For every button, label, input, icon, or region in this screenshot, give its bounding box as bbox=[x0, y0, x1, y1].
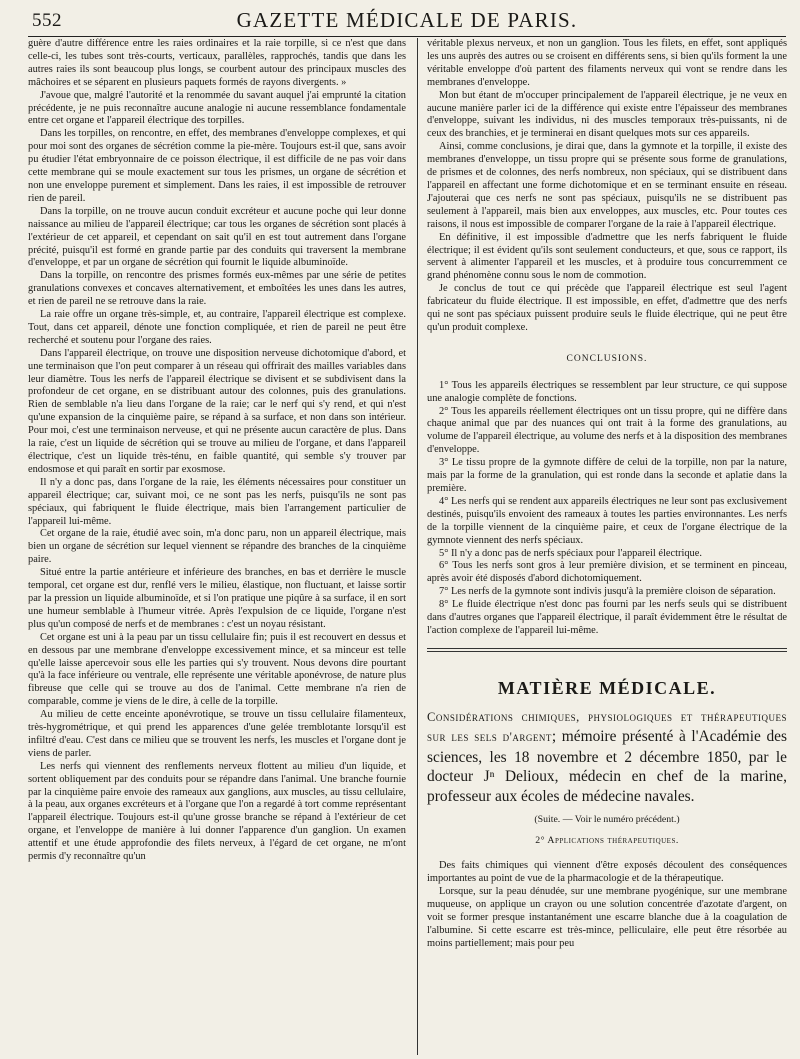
conclusion-item: 7° Les nerfs de la gymnote sont indivis jusqu'à la première cloison de séparation. bbox=[439, 586, 776, 598]
paragraph: J'avoue que, malgré l'autorité et la renommée du savant auquel j'ai emprunté la citation précédente, je ne puis reconnaître aucune analogie ni aucune ressemblance fondamentale entre cet organe et l'appareil électrique des torpilles. bbox=[28, 89, 406, 127]
paragraph: Dans l'appareil électrique, on trouve une disposition nerveuse dichotomique d'abord, et une terminaison que l'on peut comparer à un réseau qui offrirait des mailles variables dans leur diamètre. Tous les nerfs de l'appareil électrique se divisent et se subdivisent dans la profondeur de cet organe, en se distribuant autour des colonnes, puis des granulations. Rien de semblable n'a lieu dans l'organe de la raie; car le nerf qui s'y rend, et qui n'est qu'une expansion de la cinquième paire, se répand à sa surface, et non dans son intérieur. Pour moi, c'est une terminaison nerveuse, et qui ne présente aucun caractère de plus. Dans la raie, c'est un liquide de sécrétion qui se trouve au milieu de l'organe, et dans l'appareil électrique, c'est un liquide très-ténu, en faible quantité, qui semble s'y trouver par endosmose et qui paraît en sortir par exosmose. bbox=[28, 347, 406, 475]
article-title-rest: ; mémoire présenté à l'Académie des sciences, les 18 novembre et 2 décembre 1850, par le docteur Jⁿ Delioux, médecin en chef de la marine, professeur aux écoles de médecine navales. bbox=[427, 728, 787, 805]
paragraph: Lorsque, sur la peau dénudée, sur une membrane pyogénique, sur une membrane muqueuse, on applique un crayon ou une solution concentrée d'azotate d'argent, on voit se former presque instantanément une escarre blanche due à la coagulation de l'albumine. Si cette escarre est très-mince, pelliculaire, elle peut être résorbée au moins partiellement; mais pour peu bbox=[427, 885, 787, 949]
page-header bbox=[28, 6, 786, 37]
paragraph: Au milieu de cette enceinte aponévrotique, se trouve un tissu cellulaire filamenteux, très-hygrométrique, et qui prend les apparences d'une gelée tremblotante lorsqu'il est infiltré d'eau. C'est dans ce milieu que se trouvent les nerfs, les muscles et l'organe dont je viens de parler. bbox=[28, 709, 406, 759]
paragraph: Dans la torpille, on rencontre des prismes formés eux-mêmes par une série de petites granulations convexes et concaves alternativement, et emboîtées les unes dans les autres, et rien de pareil ne se retrouve dans la raie. bbox=[28, 270, 406, 308]
article-title-smallcaps: Considérations chimiques, physiologiques et thérapeutiques sur les sels d'argent bbox=[427, 709, 787, 745]
column-divider bbox=[417, 38, 418, 1055]
paragraph: Des faits chimiques qui viennent d'être exposés découlent des conséquences importantes au point de vue de la pharmacologie et de la thérapeutique. bbox=[427, 860, 787, 884]
conclusion-item: 6° Tous les nerfs sont gros à leur première division, et se terminent en pinceau, après avoir été disposés d'abord dichotomiquement. bbox=[427, 560, 787, 585]
paragraph: Situé entre la partie antérieure et inférieure des branches, en bas et derrière le muscle temporal, cet organe est dur, renflé vers le milieu, élastique, non fluctuant, et laisse sortir par la pression un liquide albuminoïde, et si l'on pratique une piqûre à sa surface, il en sort une humeur semblable à l'humeur vitrée. Après l'expulsion de ce liquide, l'organe n'est plus qu'un composé de nerfs et de membranes : c'est un noyau résistant. bbox=[28, 567, 406, 630]
paragraph: Dans les torpilles, on rencontre, en effet, des membranes d'enveloppe complexes, et qui pour moi sont des organes de sécrétion comme la pie-mère. Toujours est-il que, sans avoir pu étudier l'état embryonnaire de ce poisson électrique, il est difficile de ne pas voir dans cette membrane qui se moule exactement sur tous les prismes, un organe de sécrétion et non une enveloppe purement et simplement. Dans les raies, il est impossible de retrouver rien de pareil. bbox=[28, 128, 406, 204]
journal-title: GAZETTE MÉDICALE DE PARIS. bbox=[236, 8, 578, 32]
conclusion-item: 2° Tous les appareils réellement électriques ont un tissu propre, qui ne diffère dans chaque animal que par des nuances qui ont trait à la forme des granulations, au volume de l'appareil électrique, au volume des nerfs et à la disposition des membranes d'enveloppe. bbox=[427, 405, 787, 456]
conclusions-heading: CONCLUSIONS. bbox=[566, 353, 648, 364]
paragraph: Il n'y a donc pas, dans l'organe de la raie, les éléments nécessaires pour constituer un appareil électrique; car, suivant moi, ce ne sont pas les nerfs, puisqu'ils ne sont pas spéciaux, qui fabriquent le fluide électrique, mais bien l'arrangement particulier de l'appareil lui-même. bbox=[28, 476, 406, 527]
paragraph: Je conclus de tout ce qui précède que l'appareil électrique est seul l'agent fabricateur du fluide électrique. Il est impossible, en effet, d'admettre que des nerfs qui ne sont pas spéciaux puissent produire seuls le fluide électrique, qui ne peut être qu'un produit complexe. bbox=[427, 283, 787, 333]
columns bbox=[28, 38, 786, 1055]
paragraph: Ainsi, comme conclusions, je dirai que, dans la gymnote et la torpille, il existe des membranes d'enveloppe, un tissu propre qui se présente sous forme de granulations, de prismes et de colonnes, des nerfs nombreux, non spéciaux, qui se distribuent dans l'appareil en affectant une forme dichotomique et en se terminant ensuite en réseau. J'ajouterai que ces nerfs ne sont pas spéciaux, puisqu'ils ne se distribuent pas seulement à l'appareil, mais bien aux enveloppes, aux muscles, etc. Pour toutes ces raisons, il nous est impossible de comparer l'organe de la raie à l'appareil électrique. bbox=[427, 141, 787, 230]
page-number: 552 bbox=[32, 10, 62, 31]
paragraph: Cet organe est uni à la peau par un tissu cellulaire fin; puis il est recouvert en dessus et en dessous par une membrane d'enveloppe excessivement mince, et sa minceur est telle qu'elle laisse apercevoir sous elle les parties qui s'y trouvent. Nous devons dire pourtant qu'à la face inférieure ou ventrale, elle représente une véritable aponévrose, de nature plus fibreuse que celle qui se trouve au dos de l'animal. Cette membrane n'a rien de comparable, comme je viens de le dire, à celle de la torpille. bbox=[28, 631, 406, 708]
subsection-heading: 2° Applications thérapeutiques. bbox=[535, 835, 679, 847]
paragraph: Dans la torpille, on ne trouve aucun conduit excréteur et aucune poche qui leur donne naissance au milieu de l'appareil électrique; car tous les organes de sécrétion sont placés à l'extérieur de cet appareil, et cependant on sait qu'il en est tout autrement dans l'organe précité, puisqu'il est formé en grande partie par des conduits qui traversent la membrane d'enveloppe, et par un organe de sécrétion qui fournit le liquide albuminoïde. bbox=[28, 205, 406, 269]
conclusion-item: 5° Il n'y a donc pas de nerfs spéciaux pour l'appareil électrique. bbox=[439, 547, 702, 559]
conclusion-item: 1° Tous les appareils électriques se ressemblent par leur structure, ce qui suppose une analogie complète de fonctions. bbox=[427, 379, 787, 404]
paragraph: véritable plexus nerveux, et non un ganglion. Tous les filets, en effet, sont appliqués les uns auprès des autres ou se croisent en différents sens, si bien qu'ils forment la une véritable enveloppe d'où partent des filaments nerveux qui vont se rendre dans les membranes d'enveloppe. bbox=[427, 38, 787, 88]
left-column bbox=[28, 38, 406, 1055]
paragraph: Les nerfs qui viennent des renflements nerveux flottent au milieu d'un liquide, et sortent obliquement par des conduits pour se répandre dans l'animal. Une branche fournie par la cinquième paire envoie des rameaux aux ganglions, aux muscles, au tissu cellulaire, à la peau, aux organes excréteurs et à l'organe que l'on a regardé à tort comme représentant l'appareil électrique. Toujours est-il qu'une grosse branche se répand à l'extérieur de cet organe, et l'enveloppe de manière à lui donner l'apparence d'un ganglion. Un examen attentif et une étude approfondie des filets nerveux, à l'égard de cet organe, ne m'ont permis d'y reconnaître qu'un bbox=[28, 760, 406, 863]
section-rule bbox=[427, 651, 787, 652]
paragraph: Mon but étant de m'occuper principalement de l'appareil électrique, je ne veux en aucune manière parler ici de la différence qui existe entre l'épaisseur des membranes d'enveloppe, suivant les individus, ni des muscles temporaux très-puissants, ni de ceux des branchies, et je terminerai en disant quelques mots sur ces appareils. bbox=[427, 89, 787, 140]
continuation-note: (Suite. — Voir le numéro précédent.) bbox=[534, 814, 680, 826]
paragraph: La raie offre un organe très-simple, et, au contraire, l'appareil électrique est complexe. Tout, dans cet appareil, dénote une fonction compliquée, et rien de pareil ne peut être recherché et soutenu pour l'organe des raies. bbox=[28, 309, 406, 346]
article-title bbox=[427, 707, 787, 807]
paragraph: Cet organe de la raie, étudié avec soin, m'a donc paru, non un appareil électrique, mais bien un organe de sécrétion sur lequel viennent se répandre des branches de la cinquième paire. bbox=[28, 528, 406, 566]
conclusion-item: 3° Le tissu propre de la gymnote diffère de celui de la torpille, non par la nature, mais par la forme de la granulation, qui est ronde dans la seconde et aplatie dans la première. bbox=[427, 457, 787, 494]
paragraph: guère d'autre différence entre les raies ordinaires et la raie torpille, si ce n'est que dans celle-ci, les tubes sont très-courts, verticaux, parallèles, rapprochés, tandis que dans les autres raies ils sont beaucoup plus longs, se courbent autour des principaux muscles des mâchoires et se séparent en plusieurs paquets formés de rayons divergents. » bbox=[28, 38, 406, 88]
right-column bbox=[427, 38, 787, 1055]
conclusion-item: 4° Les nerfs qui se rendent aux appareils électriques ne leur sont pas exclusivement destinés, puisqu'ils envoient des rameaux à toutes les parties environnantes. Les nerfs de la torpille viennent de la cinquième paire, et ceux de l'organe électrique de la gymnote viennent des nerfs spéciaux. bbox=[427, 495, 787, 546]
conclusion-item: 8° Le fluide électrique n'est donc pas fourni par les nerfs seuls qui se distribuent dans d'autres organes que l'appareil électrique, il paraît évidemment être le résultat de l'action complexe de l'appareil lui-même. bbox=[427, 599, 787, 636]
paragraph: En définitive, il est impossible d'admettre que les nerfs fabriquent le fluide électrique; il est évident qu'ils sont seulement conducteurs, et que, sous ce rapport, ils servent à alimenter l'appareil et les muscles, et à produire tous concurremment ce grand phénomène connu sous le nom de commotion. bbox=[427, 231, 787, 282]
section-heading: MATIÈRE MÉDICALE. bbox=[497, 677, 717, 698]
section-rule bbox=[427, 648, 787, 649]
